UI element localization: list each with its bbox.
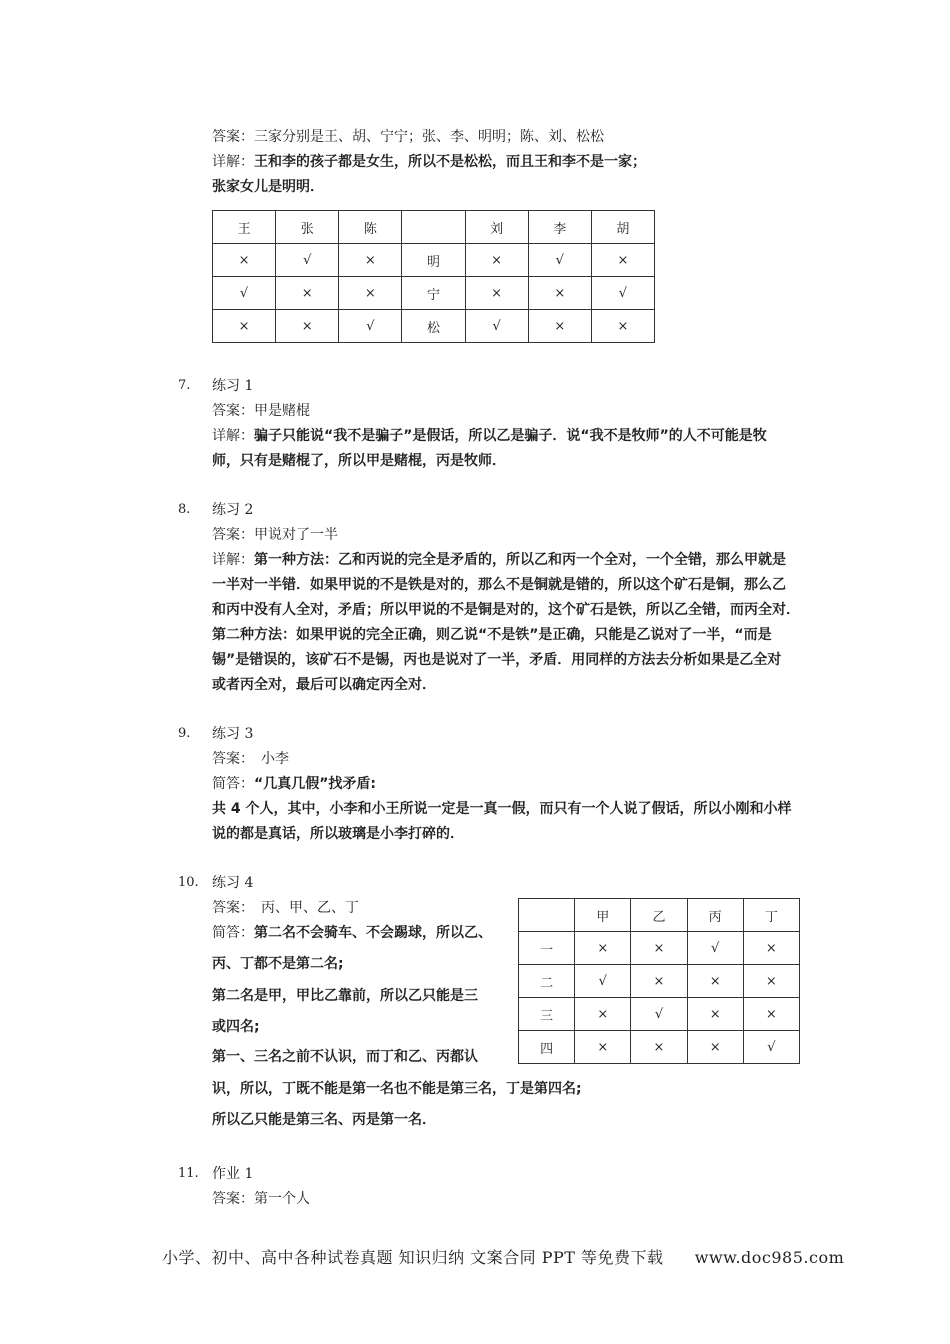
q6-cell: ×: [276, 310, 339, 343]
q9-brief-line-1: [212, 774, 376, 794]
q10-brief-line-5: 第一、三名之前不认识，而丁和乙、丙都认: [212, 1049, 478, 1065]
q10-brief-label: 简答：: [212, 925, 254, 941]
q6-detail-text-1: 王和李的孩子都是女生，所以不是松松，而且王和李不是一家；: [254, 154, 646, 170]
q6-cell: ×: [528, 277, 591, 310]
q6-header-cell: 王: [213, 211, 276, 244]
q8-detail-line-4: 第二种方法：如果甲说的完全正确，则乙说“不是铁”是正确，只能是乙说对了一半，“而是: [212, 627, 772, 643]
q6-header-cell: 李: [528, 211, 591, 244]
q6-table-row: [213, 244, 655, 277]
q10-cell: 四: [519, 1031, 575, 1064]
q10-cell: 一: [519, 932, 575, 965]
q6-cell: ×: [339, 277, 402, 310]
footer: [162, 1245, 844, 1268]
q10-cell: √: [575, 965, 631, 998]
q8-answer: 答案：甲说对了一半: [212, 527, 338, 543]
q10-brief-line-1: [212, 923, 492, 943]
q10-header-cell: [519, 899, 575, 932]
q10-cell: 二: [519, 965, 575, 998]
q6-detail-line-2: 张家女儿是明明．: [212, 179, 324, 195]
q11-title: 作业 1: [212, 1166, 254, 1182]
q10-cell: ×: [575, 1031, 631, 1064]
q8-detail-line-6: 或者丙全对，最后可以确定丙全对．: [212, 677, 436, 693]
q6-cell: 松: [402, 310, 465, 343]
q7-answer: 答案：甲是赌棍: [212, 403, 310, 419]
q10-brief-line-2: 丙、丁都不是第二名;: [212, 956, 344, 972]
q10-answer: 答案： 丙、甲、乙、丁: [212, 900, 359, 916]
footer-url[interactable]: www.doc985.com: [694, 1248, 845, 1267]
q8-detail-line-3: 和丙中没有人全对，矛盾；所以甲说的不是铜是对的，这个矿石是铁，所以乙全错，而丙全对．: [212, 602, 800, 618]
q6-header-cell: 刘: [465, 211, 528, 244]
q6-cell: ×: [339, 244, 402, 277]
q10-cell: ×: [631, 1031, 687, 1064]
q10-brief-line-7: 所以乙只能是第三名、丙是第一名．: [212, 1112, 436, 1128]
q6-cell: ×: [213, 310, 276, 343]
q8-title: 练习 2: [212, 502, 254, 518]
q9-number: 9.: [178, 726, 191, 741]
q7-detail-line-1: [212, 426, 767, 446]
footer-text: 小学、初中、高中各种试卷真题 知识归纳 文案合同 PPT 等免费下载: [162, 1248, 664, 1267]
q10-table-row: [519, 965, 800, 998]
q6-detail-line-1: [212, 152, 646, 172]
q10-cell: ×: [631, 965, 687, 998]
q9-brief-label: 简答：: [212, 776, 254, 792]
q7-detail-label: 详解：: [212, 428, 254, 444]
q6-cell: √: [591, 277, 654, 310]
q7-detail-line-2: 师，只有是赌棍了，所以甲是赌棍，丙是牧师．: [212, 453, 506, 469]
q10-header-cell: 丁: [743, 899, 799, 932]
q6-cell: 明: [402, 244, 465, 277]
q10-table-row: [519, 998, 800, 1031]
q8-detail-label: 详解：: [212, 552, 254, 568]
q6-cell: ×: [591, 244, 654, 277]
q10-table-row: [519, 1031, 800, 1064]
q10-header-cell: 丙: [687, 899, 743, 932]
q6-cell: ×: [528, 310, 591, 343]
q10-cell: √: [631, 998, 687, 1031]
q8-detail-line-5: 锡”是错误的，该矿石不是锡，丙也是说对了一半，矛盾．用同样的方法去分析如果是乙全对: [212, 652, 782, 668]
q9-brief-line-3: 说的都是真话，所以玻璃是小李打碎的．: [212, 826, 464, 842]
q10-cell: ×: [743, 932, 799, 965]
q9-title: 练习 3: [212, 726, 254, 742]
q6-cell: ×: [465, 244, 528, 277]
q10-cell: ×: [687, 998, 743, 1031]
q6-cell: ×: [276, 277, 339, 310]
q10-cell: ×: [687, 965, 743, 998]
q10-number: 10.: [178, 875, 199, 890]
q6-header-cell: 张: [276, 211, 339, 244]
q6-cell: √: [276, 244, 339, 277]
q10-header-cell: 乙: [631, 899, 687, 932]
q6-table-row: [213, 310, 655, 343]
q10-brief-line-4: 或四名;: [212, 1019, 260, 1035]
q6-table-header-row: [213, 211, 655, 244]
q10-table-row: [519, 932, 800, 965]
q6-cell: √: [465, 310, 528, 343]
q6-table: [212, 210, 655, 343]
q10-cell: ×: [575, 932, 631, 965]
q7-number: 7.: [178, 378, 191, 393]
q6-cell: 宁: [402, 277, 465, 310]
q8-detail-line-1: [212, 550, 786, 570]
q10-brief-text-1: 第二名不会骑车、不会踢球，所以乙、: [254, 925, 492, 941]
q10-header-cell: 甲: [575, 899, 631, 932]
q10-table-header-row: [519, 899, 800, 932]
q8-number: 8.: [178, 502, 191, 517]
q10-title: 练习 4: [212, 875, 254, 891]
q10-brief-line-3: 第二名是甲，甲比乙靠前，所以乙只能是三: [212, 988, 478, 1004]
q6-header-cell: 陈: [339, 211, 402, 244]
q11-number: 11.: [178, 1166, 199, 1181]
q9-brief-line-2: 共 4 个人，其中，小李和小王所说一定是一真一假，而只有一个人说了假话，所以小刚和小样: [212, 801, 792, 817]
q10-cell: √: [743, 1031, 799, 1064]
q6-cell: √: [339, 310, 402, 343]
q10-cell: ×: [743, 965, 799, 998]
q10-cell: ×: [631, 932, 687, 965]
q6-answer: 答案：三家分别是王、胡、宁宁；张、李、明明；陈、刘、松松: [212, 129, 604, 145]
q9-answer: 答案： 小李: [212, 751, 289, 767]
q10-brief-line-6: 识，所以，丁既不能是第一名也不能是第三名，丁是第四名;: [212, 1081, 582, 1097]
q6-table-row: [213, 277, 655, 310]
q10-cell: 三: [519, 998, 575, 1031]
q6-cell: ×: [465, 277, 528, 310]
q10-table: [518, 898, 800, 1064]
q10-cell: ×: [687, 1031, 743, 1064]
q9-brief-text-1: “几真几假”找矛盾:: [254, 776, 377, 792]
q6-cell: ×: [213, 244, 276, 277]
q8-detail-text-1: 第一种方法：乙和丙说的完全是矛盾的，所以乙和丙一个全对，一个全错，那么甲就是: [254, 552, 786, 568]
q8-detail-line-2: 一半对一半错．如果甲说的不是铁是对的，那么不是铜就是错的，所以这个矿石是铜，那么乙: [212, 577, 786, 593]
q11-answer: 答案：第一个人: [212, 1191, 310, 1207]
q10-cell: ×: [575, 998, 631, 1031]
q6-header-cell: [402, 211, 465, 244]
q6-cell: √: [528, 244, 591, 277]
q7-detail-text-1: 骗子只能说“我不是骗子”是假话，所以乙是骗子．说“我不是牧师”的人不可能是牧: [254, 428, 767, 444]
q10-cell: √: [687, 932, 743, 965]
q6-detail-label: 详解：: [212, 154, 254, 170]
q7-title: 练习 1: [212, 378, 254, 394]
q10-cell: ×: [743, 998, 799, 1031]
q6-cell: ×: [591, 310, 654, 343]
q6-header-cell: 胡: [591, 211, 654, 244]
q6-cell: √: [213, 277, 276, 310]
